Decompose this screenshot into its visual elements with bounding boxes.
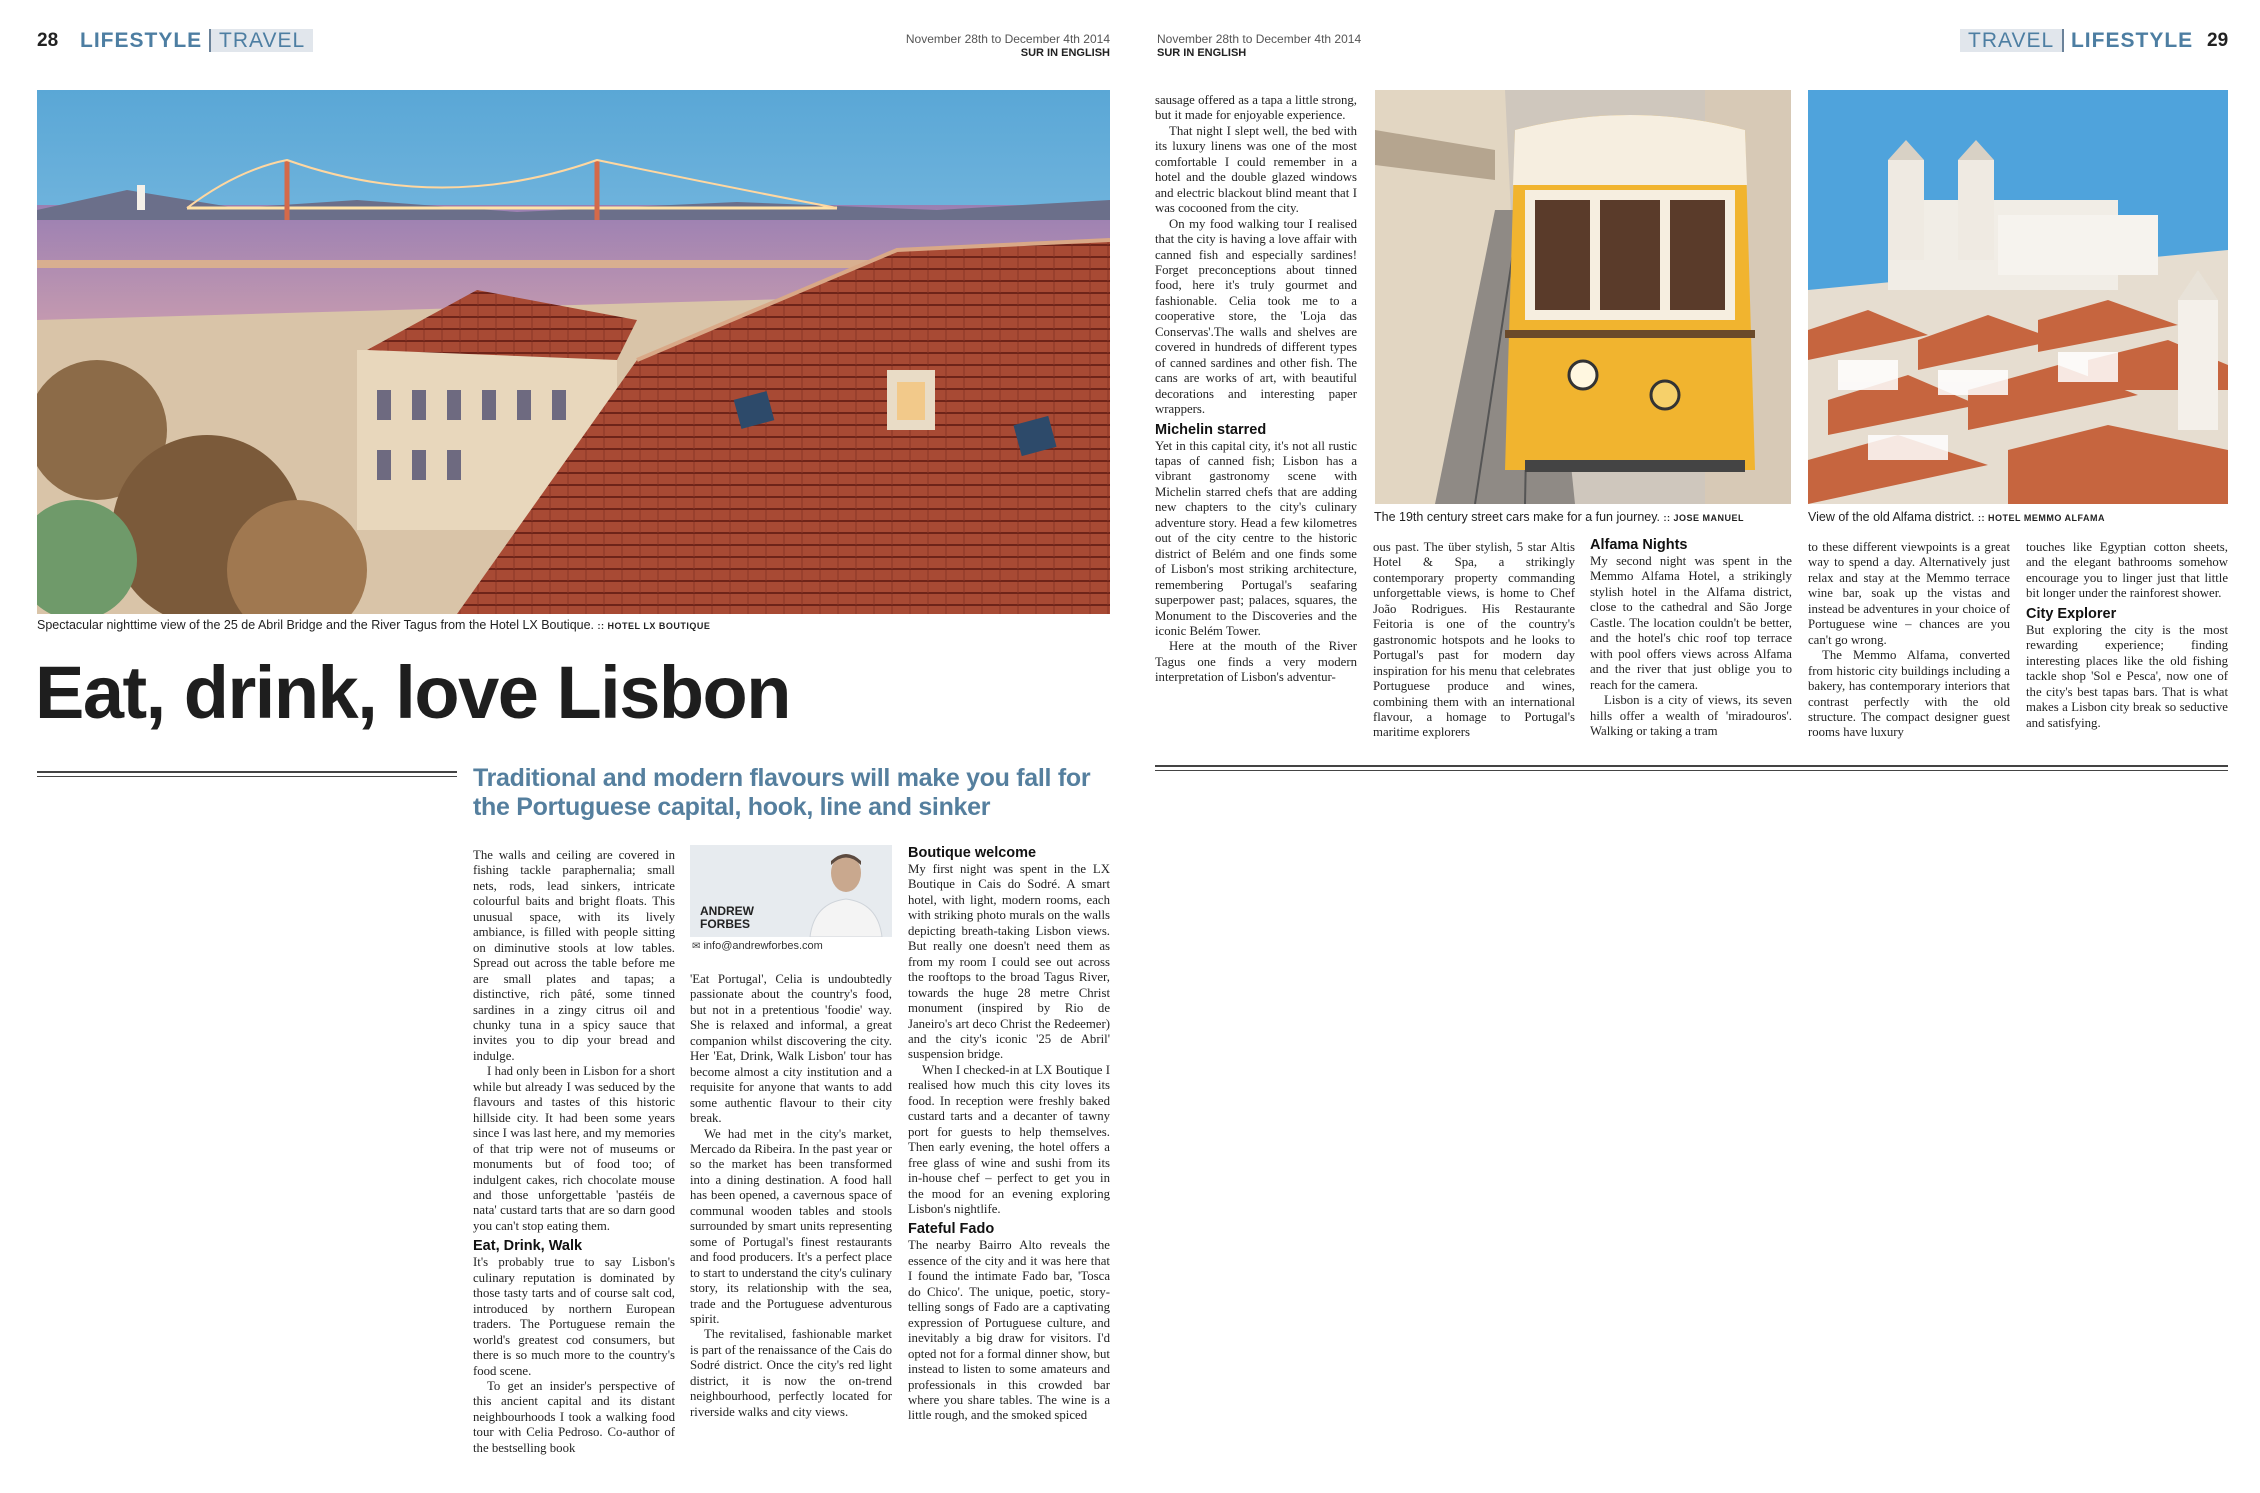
- author-photo: [800, 845, 892, 937]
- right-bottom-rule: [1155, 765, 2228, 771]
- left-headline-rule: [37, 771, 457, 777]
- col1-crosshead: Eat, Drink, Walk: [473, 1238, 583, 1255]
- right-section-lifestyle: LIFESTYLE: [2070, 29, 2194, 52]
- left-publication: SUR IN ENGLISH: [1020, 47, 1110, 59]
- col2-paragraph: We had met in the city's market, Mercado da Ribeira. In the past year or so the market has been transformed into a dining destination. A food hall has been opened, a cavernous space of communal wooden tables and stools surrounded by smart units representing some of Portugal's finest restaurants and food producers. It's a perfect place to start to understand the city's culinary story, its relationship with the sea, trade and the Portuguese adventurous spirit.: [690, 1126, 892, 1326]
- tram-caption: [1374, 510, 1744, 526]
- col1-paragraph: I had only been in Lisbon for a short while but already I was seduced by the flavours and tastes of this historic hillside city. It had been some years since I was last here, and my memories of that trip were not of museums or monuments but of food too; of indulgent cakes, rich chocolate mouse and those unforgettable 'pastéis de nata' custard tarts that are so darn good you can't stop eating them.: [473, 1064, 675, 1233]
- col8-paragraph: touches like Egyptian cotton sheets, and the elegant bathrooms somehow encourage you to linger just that little bit longer under the rainforest shower.: [2026, 540, 2228, 601]
- col2-paragraph: 'Eat Portugal', Celia is undoubtedly passionate about the country's food, but not in a pretentious 'foodie' way. She is relaxed and informal, a great companion whilst discovering the city. Her 'Eat, Drink, Walk Lisbon' tour has become almost a city institution and a requisite for anyone that wants to add some authentic flavour to their city break.: [690, 972, 892, 1126]
- lisbon-night-photo: [37, 90, 1110, 614]
- col1-paragraph: The walls and ceiling are covered in fishing tackle paraphernalia; small nets, rods, lead sinkers, intricate colourful baits and bright floats. This unusual space, with its lively ambiance, is filled with people sitting on diminutive stools at low tables. Spread out across the table before me are small plates and tapas; a distinctive, rich pâté, some tinned sardines in a zingy citrus oil and chunky tuna in a spicy sauce that invites you to dip your bread and indulge.: [473, 848, 675, 1063]
- column-5: [1373, 540, 1575, 741]
- tram-credit: :: JOSE MANUEL: [1663, 513, 1745, 523]
- col8-crosshead: City Explorer: [2026, 605, 2117, 622]
- col3-paragraph: The nearby Bairro Alto reveals the essence of the city and it was here that I found the intimate Fado bar, 'Tosca do Chico'. The unique, poetic, story-telling songs of Fado are a captivating expression of Portuguese culture, and inevitably a big draw for visitors. I'd opted not for a formal dinner show, but instead to listen to some amateurs and professionals in this crowded bar where you share tables. The wine is a little rough, and the smoked spiced: [908, 1238, 1110, 1423]
- column-6: [1590, 537, 1792, 739]
- headline: Eat, drink, love Lisbon: [35, 651, 790, 734]
- column-8: [2026, 540, 2228, 731]
- right-date: November 28th to December 4th 2014: [1157, 32, 1362, 46]
- col6-paragraph: Lisbon is a city of views, its seven hills offer a wealth of 'miradouros'. Walking or taking a tram: [1590, 693, 1792, 738]
- right-section-travel: TRAVEL: [1960, 29, 2064, 52]
- left-dateline: [860, 32, 1110, 60]
- main-photo-caption: [37, 618, 710, 634]
- left-page-number: 28: [37, 30, 59, 51]
- col7-paragraph: The Memmo Alfama, converted from historic city buildings including a bakery, has contemporary interiors that contrast perfectly with the old structure. The compact designer guest rooms have luxury: [1808, 648, 2010, 740]
- col4-paragraph: On my food walking tour I realised that the city is having a love affair with canned fish and especially sardines! Forget preconceptions about tinned food, here it's truly gourmet and fashionable. Celia took me to a cooperative store, the 'Loja das Conservas'.The walls and shelves are covered in hundreds of different types of canned sardines and other fish. The cans are works of art, with beautiful decorations and interesting paper wrappers.: [1155, 216, 1357, 417]
- main-photo-caption-text: Spectacular nighttime view of the 25 de Abril Bridge and the River Tagus from the Hotel LX Boutique.: [37, 618, 595, 632]
- left-section-header: [80, 29, 313, 53]
- col3-crosshead: Fateful Fado: [908, 1221, 995, 1238]
- col6-paragraph: My second night was spent in the Memmo Alfama Hotel, a strikingly stylish hotel in the Alfama district, close to the cathedral and São Jorge Castle. The location couldn't be better, and the hotel's chic roof top terrace with pool offers views across Alfama and the river that just oblige you to reach for the camera.: [1590, 554, 1792, 692]
- column-4: [1155, 93, 1357, 686]
- alfama-caption-text: View of the old Alfama district.: [1808, 510, 1975, 524]
- right-dateline: [1157, 32, 1417, 60]
- author-email[interactable]: [692, 940, 823, 952]
- col1-paragraph: To get an insider's perspective of this ancient capital and its distant neighbourhoods I took a walking food tour with Celia Pedroso. Co-author of the bestselling book: [473, 1378, 675, 1455]
- col5-paragraph: ous past. The über stylish, 5 star Altis Hotel & Spa, a strikingly contemporary property commanding unforgettable views, is home to Chef João Rodrigues. His Restaurante Feitoria is one of the country's gastronomic hotspots and he looks to Portugal's past for modern day inspiration for his menu that celebrates Portuguese produce and wines, combining them with an international flavour, a homage to Portugal's maritime explorers: [1373, 540, 1575, 740]
- col6-crosshead: Alfama Nights: [1590, 537, 1688, 553]
- col3-paragraph: When I checked-in at LX Boutique I realised how much this city loves its food. In reception were freshly baked custard tarts and a decanter of tawny port for guests to help themselves. Then early evening, the hotel offers a free glass of wine and sushi from its in-house chef – perfect to get you in the mood for an evening exploring Lisbon's nightlife.: [908, 1062, 1110, 1216]
- left-section-lifestyle: LIFESTYLE: [80, 29, 203, 52]
- right-publication: SUR IN ENGLISH: [1157, 47, 1247, 59]
- col4-paragraph: Here at the mouth of the River Tagus one finds a very modern interpretation of Lisbon's adventur-: [1155, 639, 1357, 685]
- col4-paragraph: Yet in this capital city, it's not all rustic tapas of canned fish; Lisbon has a vibrant gastronomy scene with Michelin starred chefs that are adding new chapters to the city's culinary adventure story. Head a few kilometres out of the city centre to the historic district of Belém and one finds some of Lisbon's most striking architecture, remembering Portugal's seafaring superpower past; palaces, squares, the Monument to the Discoveries and the iconic Belém Tower.: [1155, 438, 1357, 638]
- tram-photo: [1375, 90, 1791, 504]
- col7-paragraph: to these different viewpoints is a great way to spend a day. Alternatively just relax and stay at the Memmo terrace wine bar, soak up the vistas and instead be adventures in your choice of Portuguese wine – chances are you can't go wrong.: [1808, 540, 2010, 647]
- tram-caption-text: The 19th century street cars make for a fun journey.: [1374, 510, 1661, 524]
- subheadline: Traditional and modern flavours will make you fall for the Portuguese capital, hook, line and sinker: [473, 764, 1091, 821]
- col4-paragraph: sausage offered as a tapa a little strong, but it made for enjoyable experience.: [1155, 93, 1357, 123]
- main-photo-credit: :: HOTEL LX BOUTIQUE: [597, 621, 711, 631]
- alfama-credit: :: HOTEL MEMMO ALFAMA: [1978, 513, 2106, 523]
- alfama-caption: [1808, 510, 2105, 526]
- author-name: [700, 905, 754, 931]
- col8-paragraph: But exploring the city is the most rewarding experience; finding interesting places like the old fishing tackle shop 'Sol e Pesca', now one of the city's best tapas bars. That is what makes a Lisbon city break so seductive and satisfying.: [2026, 622, 2228, 730]
- col1-paragraph: It's probably true to say Lisbon's culinary reputation is dominated by those tasty tarts and of course salt cod, introduced by northern European traders. The Portuguese remain the world's greatest cod consumers, but there is so much more to the country's food scene.: [473, 1255, 675, 1378]
- author-email-text[interactable]: info@andrewforbes.com: [703, 940, 823, 952]
- author-last-name: FORBES: [700, 917, 751, 931]
- left-section-travel: TRAVEL: [209, 29, 313, 52]
- author-box: [690, 845, 892, 937]
- col4-paragraph: That night I slept well, the bed with its luxury linens was one of the most comfortable I could remember in a hotel and the double glazed windows and electric blackout blind meant that I was cocooned from the city.: [1155, 123, 1357, 216]
- column-7: [1808, 540, 2010, 741]
- col3-paragraph: My first night was spent in the LX Boutique in Cais do Sodré. A smart hotel, with light, modern rooms, each with striking photo murals on the walls depicting breath-taking Lisbon views. But really one doesn't need them as from my room I could see out across the rooftops to the broad Tagus River, towards the huge 28 metre Christ monument (inspired by Rio de Janeiro's art deco Christ the Redeemer) and the city's iconic '25 de Abril' suspension bridge.: [908, 862, 1110, 1062]
- col2-paragraph: The revitalised, fashionable market is part of the renaissance of the Cais do Sodré district. Once the city's red light district, it is now the on-trend neighbourhood, perfectly located for riverside walks and city views.: [690, 1327, 892, 1419]
- envelope-icon: ✉: [692, 941, 701, 952]
- col3-crosshead: Boutique welcome: [908, 845, 1037, 861]
- author-first-name: ANDREW: [700, 904, 754, 918]
- column-1: [473, 848, 675, 1456]
- left-date: November 28th to December 4th 2014: [905, 32, 1110, 46]
- right-section-header: [1960, 29, 2193, 53]
- column-3: [908, 845, 1110, 1424]
- alfama-photo: [1808, 90, 2228, 504]
- col4-crosshead: Michelin starred: [1155, 421, 1267, 438]
- column-2: [690, 972, 892, 1420]
- right-page-number: 29: [2207, 30, 2229, 51]
